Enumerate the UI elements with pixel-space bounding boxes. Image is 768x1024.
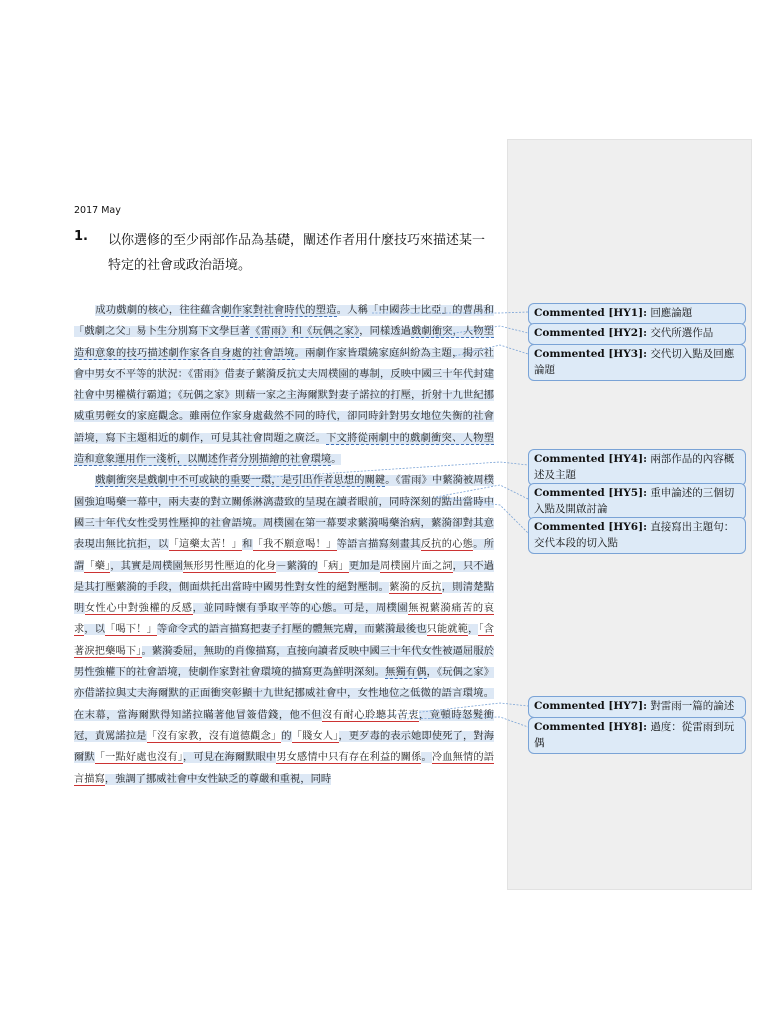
highlighted-text: 等語言描寫刻畫其 [336,539,421,551]
underlined-quote: 「這藥太苦！」 [168,539,243,551]
underlined-quote: 蘩漪的反抗 [389,581,442,593]
comment-balloon-hy5[interactable]: Commented [HY5]: 重申論述的三個切入點及開啟討論 [528,483,746,520]
question-text: 以你選修的至少兩部作品為基礎，闡述作者用什麼技巧來描述某一特定的社會或政治語境。 [108,233,486,273]
underlined-quote: 「沒有家教，沒有道德觀念」 [146,730,282,742]
commented-text[interactable]: 下文將從兩劇中的戲劇衝突、人物塑造和意象運用作一淺析，以闡述作者分別描繪的社會環境 [74,432,494,466]
underlined-quote: 冷血無情的語言描寫 [74,752,494,785]
underlined-quote: 周樸園片面之詞 [380,560,453,572]
commented-text[interactable]: 劇作家對社會時代的塑造 [221,305,337,316]
comment-balloon-hy3[interactable]: Commented [HY3]: 交代切入點及回應論題 [528,344,746,381]
underlined-quote: 只能就範 [426,624,469,636]
underlined-quote: 「含著淚把藥喝下」 [74,624,495,657]
highlighted-text: 成功戲劇的核心，往往蘊含 [95,305,222,316]
essay-body [74,300,494,790]
comment-balloon-hy2[interactable]: Commented [HY2]: 交代所選作品 [528,323,746,345]
highlighted-text: 。所謂 [74,539,495,572]
highlighted-text: 的 [281,730,292,742]
highlighted-text: 更加是 [348,560,381,572]
underlined-quote: 「喝下！」 [105,624,157,636]
highlighted-text: 。 [294,347,306,359]
highlighted-text: ，以 [84,624,106,636]
commented-text[interactable]: 戲劇衝突，人物塑造和意象的技巧描述劇作家各自身處的社會語境 [74,326,495,359]
highlighted-text: ，同樣透過 [359,326,412,338]
commented-text[interactable]: 《雷雨》和《玩偶之家》 [250,326,360,338]
highlighted-text: 和 [242,539,253,551]
underlined-quote: 女性心中對強權的反感 [84,603,193,615]
comment-balloon-hy8[interactable]: Commented [HY8]: 過度：從雷雨到玩偶 [528,717,746,754]
highlighted-text: 兩劇作家皆環繞家庭糾紛為主題，揭示社會中男女不平等的狀況：《雷雨》借妻子蘩漪反抗丈夫周樸園的專制，反映中國三十年代封建社會中男權橫行霸道；《玩偶之家》則藉一家之主海爾默對妻子諾拉的打壓，折射十九世紀挪威重男輕女的家庭觀念。雖兩位作家身處截然不同的時代，卻同時針對男女地位失衡的社會語境，寫下主題相近的劇作，可見其社會問題之廣泛。 [74,347,494,444]
comment-balloon-hy7[interactable]: Commented [HY7]: 對雷雨一篇的論述 [528,696,746,718]
highlighted-text: 。 [331,454,342,466]
underlined-quote: 「一點好處也沒有」 [94,752,183,764]
highlighted-text: ，並同時懷有爭取平等的心態。可是，周樸園 [192,603,409,615]
comment-balloon-hy6[interactable]: Commented [HY6]: 直接寫出主題句：交代本段的切入點 [528,517,746,554]
essay-paragraph-2 [74,470,494,789]
highlighted-text: ，竟頓時怒髮衝冠，責罵諾拉是 [74,709,494,742]
underlined-quote: 「我不願意喝！」 [252,539,337,551]
commented-text[interactable]: 戲劇衝突是戲劇中不可或缺的重要一環，是引出作者思想的關鍵 [95,475,386,487]
underlined-quote: 無視蘩漪痛苦的哀求 [74,603,494,636]
underlined-quote: 「病」 [317,560,349,572]
comment-balloon-hy1[interactable]: Commented [HY1]: 回應論題 [528,303,746,325]
essay-paragraph-1 [74,300,494,470]
highlighted-text: －蘩漪的 [276,560,318,572]
highlighted-text: ，更歹毒的表示她即使死了，對海爾默 [74,730,494,764]
commented-text[interactable]: 無獨有偶 [385,667,427,679]
highlighted-text: ，只不過是其打壓蘩漪的手段，側面烘托出當時中國男性對女性的絕對壓制。 [74,560,495,593]
document-date: 2017 May [74,205,121,216]
highlighted-text: ，則清楚點明 [74,581,495,615]
highlighted-text: ，其實是周樸園 [110,560,183,572]
underlined-quote: 男女感情中只有存在利益的關係 [276,752,422,764]
highlighted-text: ，強調了挪威社會中女性缺乏的尊嚴和重視，同時 [104,773,332,785]
underlined-quote: 「賤女人」 [291,730,339,742]
underlined-quote: 「藥」 [84,560,111,572]
underlined-quote: 反抗的心態 [420,539,474,551]
highlighted-text: 。《雷雨》中蘩漪被周樸園強迫喝藥一幕中，兩夫妻的對立關係淋漓盡致的呈現在讀者眼前，同時深刻的點出當時中國三十年代女性受男性壓抑的社會語境。周樸園在第一幕要求蘩漪喝藥治病，蘩漪卻對其意表現出無比抗拒，以 [74,475,495,551]
highlighted-text: ，可見在海爾默眼中 [182,752,277,764]
comment-balloon-hy4[interactable]: Commented [HY4]: 兩部作品的內容概述及主題 [528,449,746,486]
highlighted-text: 等命令式的語言描寫把妻子打壓的體無完膚，而蘩漪最後也 [156,624,427,636]
underlined-quote: 無形男性壓迫的化身 [182,560,277,572]
highlighted-text: ，《玩偶之家》亦借諾拉與丈夫海爾默的正面衝突彰顯十九世紀挪威社會中，女性地位之低微的語言環境。在末幕，當海爾默得知諾拉瞞著他冒簽借錢，他不但 [74,667,495,721]
highlighted-text: 。蘩漪委屈，無助的肖像描寫，直接向讀者反映中國三十年代女性被逼屈服於男性強權下的社會語境，使劇作家對社會環境的描寫更為鮮明深刻。 [74,645,494,679]
underlined-quote: 沒有耐心聆聽其苦衷 [321,709,419,721]
highlighted-text: 。 [421,752,432,764]
highlighted-text: 。人稱「中國莎士比亞」的曹禺和「戲劇之父」易卜生分別寫下文學巨著 [74,305,494,338]
highlighted-text: ， [468,624,479,636]
question-number: 1. [74,229,88,244]
